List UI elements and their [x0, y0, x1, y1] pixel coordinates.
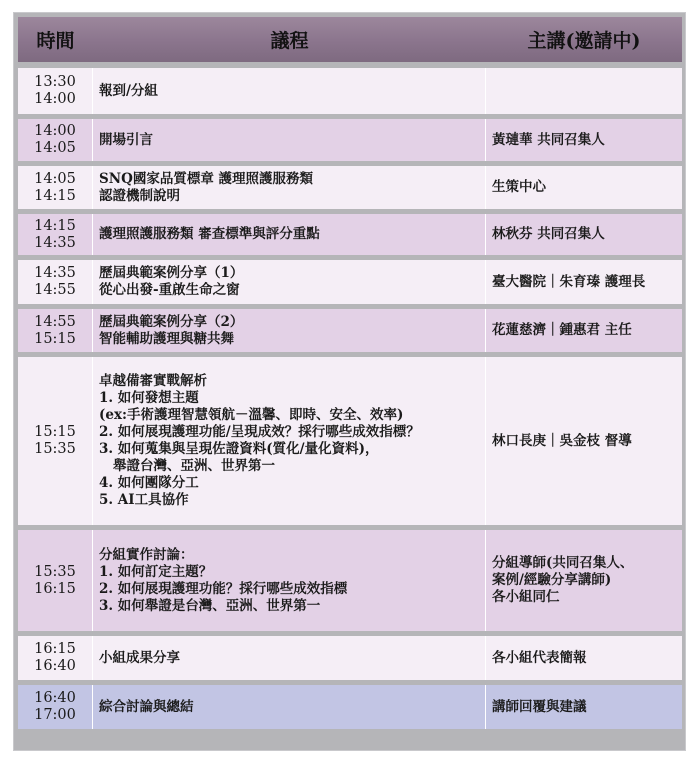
start-time: 14:15 [34, 217, 76, 234]
agenda-line: 歷屆典範案例分享（2） [99, 313, 244, 330]
agenda-line: 綜合討論與總結 [99, 698, 194, 715]
table-row [18, 166, 682, 209]
table-row [18, 357, 682, 525]
end-time: 16:40 [34, 658, 76, 674]
table-row [18, 636, 682, 680]
agenda-cell [93, 260, 486, 304]
start-time: 14:05 [34, 170, 76, 187]
speaker-cell [486, 166, 682, 209]
agenda-cell [93, 357, 486, 525]
speaker-line: 林口長庚｜吳金枝 督導 [492, 432, 632, 449]
speaker-line: 臺大醫院｜朱育瑧 護理長 [492, 273, 646, 290]
end-time: 15:35 [34, 441, 76, 457]
agenda-line: 開場引言 [99, 131, 153, 148]
speaker-cell [486, 685, 682, 729]
agenda-cell [93, 68, 486, 114]
start-time: 16:40 [34, 690, 76, 706]
time-cell [18, 166, 93, 209]
table-row [18, 260, 682, 304]
header-speaker: 主講(邀請中) [527, 30, 641, 52]
speaker-cell [486, 214, 682, 255]
speaker-line: 林秋芬 共同召集人 [492, 226, 605, 242]
speaker-cell [486, 260, 682, 304]
table-row [18, 119, 682, 161]
table-row [18, 309, 682, 352]
agenda-line: 報到/分組 [99, 82, 158, 99]
agenda-cell [93, 309, 486, 352]
time-cell [18, 119, 93, 161]
start-time: 14:55 [34, 313, 76, 330]
agenda-cell [93, 636, 486, 680]
speaker-cell [486, 119, 682, 161]
end-time: 14:05 [34, 140, 76, 156]
agenda-line: 舉證台灣、亞洲、世界第一 [113, 458, 275, 474]
agenda-line: 認證機制說明 [99, 187, 180, 204]
agenda-line: 1. 如何發想主題 [99, 390, 199, 406]
agenda-line: 3. 如何蒐集與呈現佐證資料(質化/量化資料)， [99, 441, 379, 457]
agenda-line: 護理照護服務類 審查標準與評分重點 [99, 226, 320, 242]
speaker-cell [486, 68, 682, 114]
agenda-line: SNQ國家品質標章 護理照護服務類 [99, 170, 314, 187]
time-cell [18, 685, 93, 729]
end-time: 16:15 [34, 580, 76, 597]
end-time: 14:35 [34, 234, 76, 251]
agenda-line: 小組成果分享 [99, 649, 180, 666]
agenda-line: 歷屆典範案例分享（1） [99, 265, 244, 281]
table-row [18, 685, 682, 729]
speaker-line: 花蓮慈濟｜鍾惠君 主任 [492, 322, 632, 338]
speaker-cell [486, 530, 682, 631]
time-cell [18, 309, 93, 352]
agenda-line: 智能輔助護理與糖共舞 [99, 330, 234, 347]
agenda-cell [93, 685, 486, 729]
speaker-line: 黃璉華 共同召集人 [492, 131, 605, 148]
header-time: 時間 [36, 30, 75, 52]
agenda-line: 3. 如何舉證是台灣、亞洲、世界第一 [99, 597, 321, 614]
speaker-line: 分組導師(共同召集人、 [492, 555, 634, 571]
time-cell [18, 530, 93, 631]
speaker-cell [486, 357, 682, 525]
agenda-line: 4. 如何團隊分工 [99, 475, 199, 491]
end-time: 14:55 [34, 282, 76, 298]
end-time: 14:15 [34, 187, 76, 204]
agenda-cell [93, 119, 486, 161]
speaker-line: 案例/經驗分享講師) [492, 572, 612, 588]
agenda-line: 5. AI工具協作 [99, 492, 189, 508]
agenda-line: 卓越備審實戰解析 [99, 373, 207, 389]
table-row [18, 68, 682, 114]
time-cell [18, 357, 93, 525]
agenda-line: 1. 如何訂定主題？ [99, 563, 213, 580]
speaker-line: 生策中心 [492, 179, 546, 195]
table-row [18, 214, 682, 255]
start-time: 13:30 [34, 74, 76, 90]
time-cell [18, 68, 93, 114]
table-row [18, 530, 682, 631]
start-time: 14:35 [34, 265, 76, 281]
start-time: 14:00 [34, 123, 76, 139]
speaker-cell [486, 309, 682, 352]
time-cell [18, 260, 93, 304]
start-time: 16:15 [34, 641, 76, 657]
speaker-line: 各小組同仁 [492, 589, 560, 605]
table-header [18, 17, 682, 62]
speaker-line: 各小組代表簡報 [492, 649, 587, 666]
start-time: 15:15 [34, 424, 76, 440]
agenda-cell [93, 166, 486, 209]
agenda-table [18, 17, 682, 734]
agenda-line: 從心出發-重啟生命之窗 [99, 282, 240, 298]
end-time: 17:00 [34, 707, 76, 723]
time-cell [18, 636, 93, 680]
speaker-line: 講師回覆與建議 [492, 698, 587, 715]
end-time: 15:15 [34, 330, 76, 347]
end-time: 14:00 [34, 91, 76, 107]
agenda-line: 2. 如何展現護理功能？採行哪些成效指標 [99, 580, 348, 597]
agenda-cell [93, 530, 486, 631]
start-time: 15:35 [34, 563, 76, 580]
header-agenda: 議程 [270, 30, 309, 52]
agenda-cell [93, 214, 486, 255]
agenda-line: 2. 如何展現護理功能/呈現成效？採行哪些成效指標？ [99, 424, 420, 440]
agenda-line: 分組實作討論： [99, 546, 194, 563]
speaker-cell [486, 636, 682, 680]
time-cell [18, 214, 93, 255]
agenda-line: (ex:手術護理智慧領航－溫馨、即時、安全、效率) [99, 407, 404, 423]
